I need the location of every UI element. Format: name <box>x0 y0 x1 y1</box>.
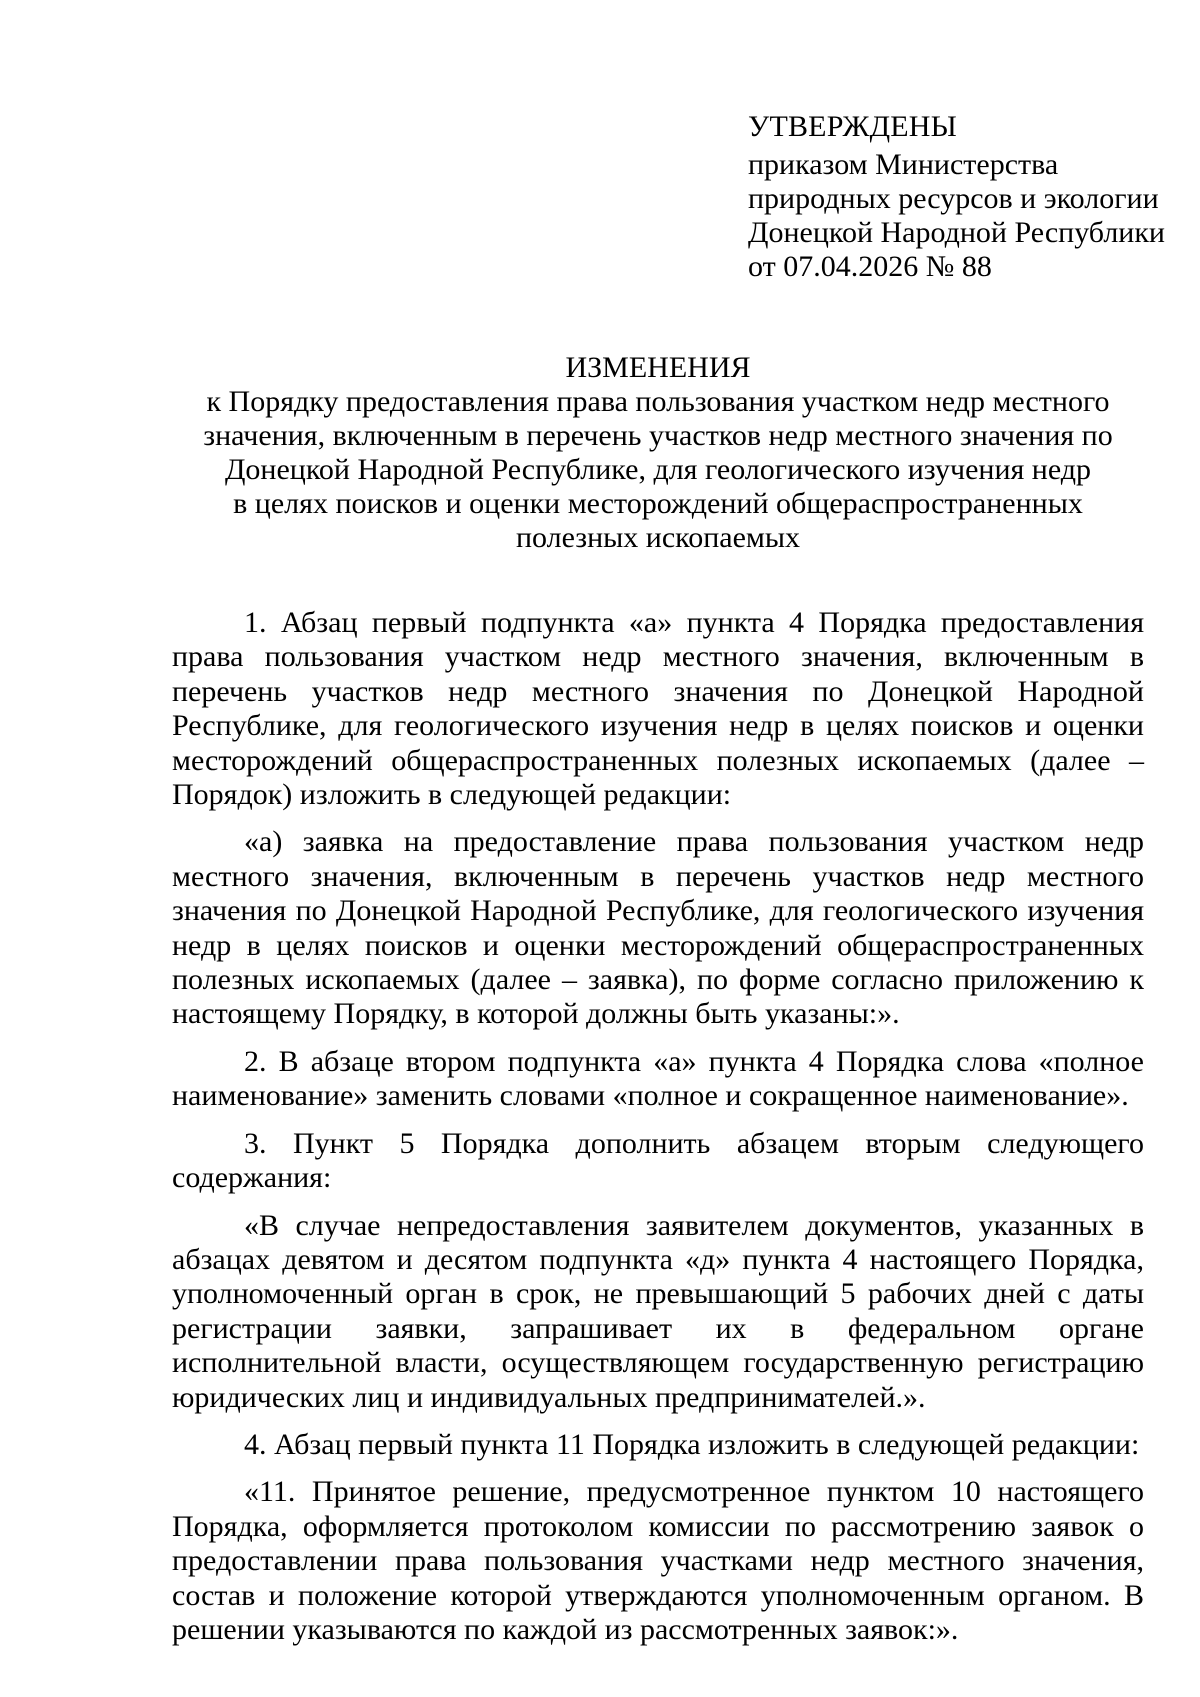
approval-block <box>748 110 1168 284</box>
document-subtitle-line: полезных ископаемых <box>515 521 801 554</box>
document-subtitle-line: к Порядку предоставления права пользования участком недр местного <box>206 385 1110 418</box>
document-subtitle-line: в целях поисков и оценки месторождений общераспространенных <box>233 487 1083 520</box>
document-body <box>172 606 1144 1660</box>
approval-title: УТВЕРЖДЕНЫ <box>748 110 958 143</box>
approval-line: Донецкой Народной Республики <box>748 216 1165 249</box>
approval-line: природных ресурсов и экологии <box>748 182 1159 215</box>
amendment-paragraph-2: 2. В абзаце втором подпункта «а» пункта 4 Порядка слова «полное наименование» заменить словами «полное и сокращенное наименование». <box>172 1044 1144 1113</box>
amendment-paragraph-1: 1. Абзац первый подпункта «а» пункта 4 Порядка предоставления права пользования участком недр местного значения, включенным в перечень участков недр местного значения по Донецкой Народной Республике, для геологического изучения недр в целях поисков и оценки месторождений общераспространенных полезных ископаемых (далее – Порядок) изложить в следующей редакции: <box>172 606 1144 812</box>
approval-date-number: от 07.04.2026 № 88 <box>748 250 992 283</box>
amendment-paragraph-3: 3. Пункт 5 Порядка дополнить абзацем вторым следующего содержания: <box>172 1126 1144 1195</box>
quoted-paragraph: «В случае непредоставления заявителем документов, указанных в абзацах девятом и десятом подпункта «д» пункта 4 настоящего Порядка, уполномоченный орган в срок, не превышающий 5 рабочих дней с даты регистрации заявки, запрашивает их в федеральном органе исполнительной власти, осуществляющем государственную регистрацию юридических лиц и индивидуальных предпринимателей.». <box>172 1208 1144 1414</box>
document-heading <box>172 351 1144 555</box>
document-subtitle-line: Донецкой Народной Республике, для геологического изучения недр <box>224 453 1092 486</box>
approval-line: приказом Министерства <box>748 148 1059 181</box>
quoted-paragraph: «11. Принятое решение, предусмотренное пунктом 10 настоящего Порядка, оформляется протоколом комиссии по рассмотрению заявок о предоставлении права пользования участками недр местного значения, состав и положение которой утверждаются уполномоченным органом. В решении указываются по каждой из рассмотренных заявок:». <box>172 1475 1144 1646</box>
document-subtitle-line: значения, включенным в перечень участков недр местного значения по <box>203 419 1113 452</box>
quoted-paragraph: «а) заявка на предоставление права пользования участком недр местного значения, включенным в перечень участков недр местного значения по Донецкой Народной Республике, для геологического изучения недр в целях поисков и оценки месторождений общераспространенных полезных ископаемых (далее – заявка), по форме согласно приложению к настоящему Порядку, в которой должны быть указаны:». <box>172 825 1144 1031</box>
amendment-paragraph-4: 4. Абзац первый пункта 11 Порядка изложить в следующей редакции: <box>244 1427 1140 1461</box>
document-title: ИЗМЕНЕНИЯ <box>565 351 751 384</box>
